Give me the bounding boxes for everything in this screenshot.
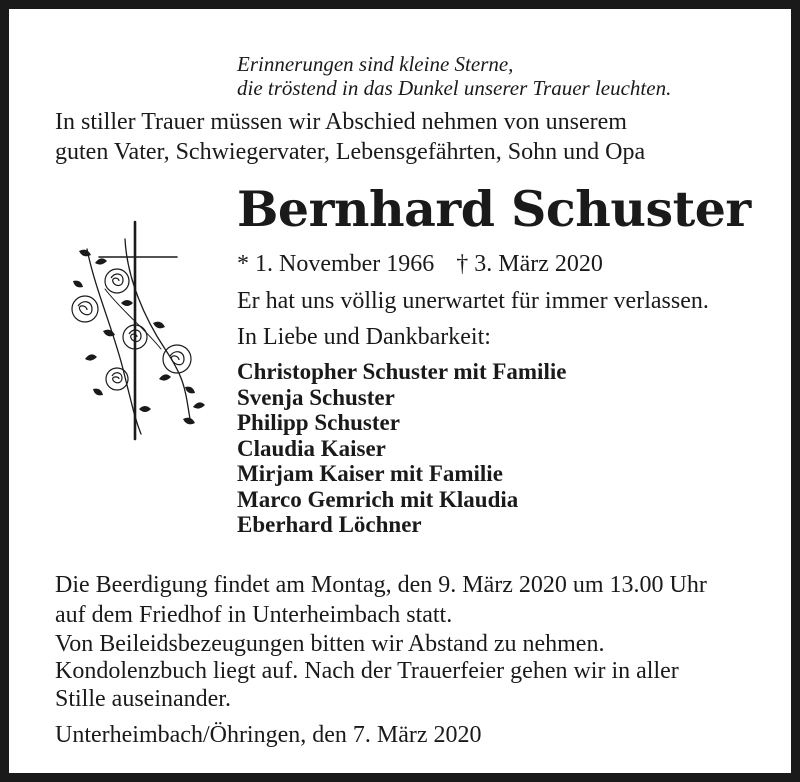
life-dates bbox=[237, 249, 603, 279]
family-member: Marco Gemrich mit Klaudia bbox=[237, 486, 519, 512]
deceased-name: Bernhard Schuster bbox=[237, 180, 751, 238]
funeral-line-5: Stille auseinander. bbox=[55, 686, 231, 712]
intro-line-2: guten Vater, Schwiegervater, Lebensgefährten, Sohn und Opa bbox=[55, 139, 646, 165]
family-member: Claudia Kaiser bbox=[237, 435, 386, 461]
funeral-line-1: Die Beerdigung findet am Montag, den 9. März 2020 um 13.00 Uhr bbox=[55, 572, 707, 598]
family-member: Svenja Schuster bbox=[237, 384, 395, 410]
family-member: Philipp Schuster bbox=[237, 410, 400, 435]
family-member: Mirjam Kaiser mit Familie bbox=[237, 461, 503, 486]
funeral-line-4: Kondolenzbuch liegt auf. Nach der Trauerfeier gehen wir in aller bbox=[55, 658, 679, 684]
cross-with-roses-icon bbox=[65, 219, 215, 444]
place-and-date: Unterheimbach/Öhringen, den 7. März 2020 bbox=[55, 722, 482, 748]
quote-line-1: Erinnerungen sind kleine Sterne, bbox=[237, 52, 514, 76]
funeral-line-2: auf dem Friedhof in Unterheimbach statt. bbox=[55, 602, 453, 628]
intro-line-1: In stiller Trauer müssen wir Abschied nehmen von unserem bbox=[55, 109, 627, 135]
greeting: In Liebe und Dankbarkeit: bbox=[237, 324, 491, 350]
quote-line-2: die tröstend in das Dunkel unserer Trauer leuchten. bbox=[237, 76, 672, 100]
family-member: Eberhard Löchner bbox=[237, 512, 422, 537]
birth-date: * 1. November 1966 bbox=[237, 251, 435, 277]
death-date: † 3. März 2020 bbox=[456, 251, 603, 277]
funeral-line-3: Von Beileidsbezeugungen bitten wir Abstand zu nehmen. bbox=[55, 631, 605, 657]
statement: Er hat uns völlig unerwartet für immer verlassen. bbox=[237, 288, 709, 314]
family-list bbox=[237, 359, 566, 538]
family-member: Christopher Schuster mit Familie bbox=[237, 359, 567, 384]
